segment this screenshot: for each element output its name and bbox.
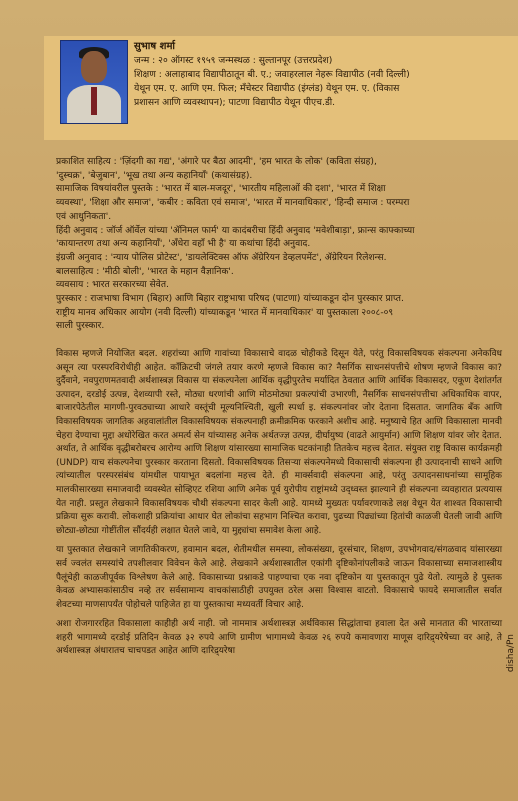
works-line: 'दुस्चक्र', 'बेजुबान', 'भूख तथा अन्य कहानियाँ' (कथासंग्रह). bbox=[56, 170, 253, 181]
works-line: सामाजिक विषयांवरील पुस्तके : 'भारत में बाल-मजदूर', 'भारतीय महिलाओं की दशा', 'भारत में शिक्षा bbox=[56, 184, 386, 195]
author-name: सुभाष शर्मा bbox=[134, 41, 176, 52]
blurb-paragraph: विकास म्हणजे नियोजित बदल. शहरांच्या आणि गावांच्या विकासाचे वादळ चोहीकडे दिसून येते, परंतु विकासविषयक संकल्पना अनेकविध असून त्या परस्परविरोधीही आहेत. काँक्रिटची जंगले तयार करणे म्हणजे विकास का? नैसर्गिक साधनसंपत्तीचे शोषण म्हणजे विकास का? दुर्दैवाने, नवपुराणमतवादी अर्थशास्त्रज्ञ विकास या संकल्पनेला आर्थिक वृद्धीपुरतेच मर्यादित ठेवतात आणि आर्थिक विकासदर, एकूण देशांतर्गत उत्पादन, दरडोई उत्पन्न, देशव्यापी रस्ते, मोठ्या धरणांची आणि मोठमोठ्या प्रकल्पांची उभारणी, नैसर्गिक साधनसंपत्तीचा अधिकाधिक वापर, बाजारपेठेतील मागणी-पुरवठ्याच्या आधारे वस्तूंची मूल्यनिश्चिती, खुली स्पर्धा इ. संकल्पनांवर जोर देताना दिसतात. जागतिक बँक आणि विकासविषयक जागतिक अहवालांतील विकासविषयक संकल्पनाही क्रमीक्रमिक फरकाने अशीच आहे. मनुष्याचे हित आणि विकासाला मानवी चेहरा देण्याचा मुद्दा अधोरेखित करत अमर्त्य सेन यांच्यासह अनेक अर्थतज्ज्ञ उत्पन्न, दीर्घायुष्य (वाढते आयुर्मान) आणि शिक्षण यांवर जोर देतात. अर्थात, ते आर्थिक वृद्धीबरोबरच आरोग्य आणि शिक्षण यांसारख्या सामाजिक घटकांनाही तितकेच महत्त्व देतात. संयुक्त राष्ट्र विकास कार्यक्रमही (UNDP) याच संकल्पनेचा पुरस्कार करताना दिसतो. विकासविषयक तिसऱ्या संकल्पनेमध्ये विकासाची संकल्पना ही उत्पादनाची साधने आणि त्यांच्यातील परस्परसंबंध यांमधील पायाभूत बदलांना महत्त्व देते. ही मार्क्सवादी संकल्पना आहे, परंतु उत्पादनसाधनांच्या सामूहिक मालकीसारख्या समाजवादी व्यवस्थेत सोव्हिएट रशिया आणि अनेक पूर्व युरोपीय राष्ट्रांमध्ये उद्ध्वस्त झाल्याने ही संकल्पना व्यवहारात प्रत्ययास येत नाही. प्रस्तुत लेखकाने विकासविषयक चौथी संकल्पना सादर केली आहे. यामध्ये मुख्यतः पर्यावरणाकडे लक्ष वेधून येत शाश्वत विकासाची प्रक्रिया सुरू करावी. लोकशाही प्रक्रियांचा आधार घेत लोकांचा सहभाग निश्चित करावा, पुढच्या पिढ्यांच्या हितांची काळजी घेतली जावी आणि छोट्या-छोट्या गोष्टींतील सौंदर्यही लक्षात घेतले जावे, या मुद्द्यांचा समावेश केला आहे. bbox=[56, 349, 502, 536]
works-line: साली पुरस्कार. bbox=[56, 321, 105, 332]
bio-line: येथून एम. ए. आणि एम. फिल; मँचेस्टर विद्यापीठ (इंग्लंड) येथून एम. ए. (विकास bbox=[134, 83, 400, 94]
bio-line: प्रशासन आणि व्यवस्थापन); पाटणा विद्यापीठ येथून पीएच.डी. bbox=[134, 97, 336, 108]
bio-line: शिक्षण : अलाहाबाद विद्यापीठातून बी. ए.; जवाहरलाल नेहरू विद्यापीठ (नवी दिल्ली) bbox=[134, 69, 410, 80]
works-line: पुरस्कार : राजभाषा विभाग (बिहार) आणि बिहार राष्ट्रभाषा परिषद (पाटणा) यांच्याकडून दोन पुरस्कार प्राप्त. bbox=[56, 294, 404, 305]
author-works bbox=[56, 156, 508, 334]
author-photo bbox=[60, 40, 128, 124]
works-line: 'कायान्तरण तथा अन्य कहानियाँ', 'अँधेरा वहाँ भी है' या कथांचा हिंदी अनुवाद. bbox=[56, 239, 311, 250]
blurb-paragraph: अशा रोजगाररहित विकासाला काहीही अर्थ नाही. जो नाममात्र अर्थशास्त्रज्ञ अर्थविकास सिद्धांताचा हवाला देत असे मानतात की भारताच्या शहरी भागामध्ये दरडोई प्रतिदिन केवळ ३२ रुपये आणि ग्रामीण भागामध्ये केवळ २६ रुपये कमावणारा माणूस दारिद्र्यरेषेच्या वर आहे, ते अर्थशास्त्रज्ञ अंधारातच चाचपडत आहेत आणि दारिद्र्यरेषा bbox=[56, 619, 502, 657]
works-line: हिंदी अनुवाद : जॉर्ज ऑर्वेल यांच्या 'ॲनिमल फार्म' या कादंबरीचा हिंदी अनुवाद 'मवेशीबाड़ा', फ्रान्स काफ्काच्या bbox=[56, 225, 415, 236]
book-blurb bbox=[56, 348, 502, 665]
works-line: एवं आधुनिकता'. bbox=[56, 211, 112, 222]
works-line: व्यवसाय : भारत सरकारच्या सेवेत. bbox=[56, 280, 169, 291]
blurb-paragraph: या पुस्तकात लेखकाने जागतिकीकरण, हवामान बदल, शेतीमधील समस्या, लोकसंख्या, दूरसंचार, शिक्षण, उपभोगवाद/संगळवाद यांसारख्या सर्व ज्वलंत समस्यांचे तपशीलवार विवेचन केले आहे. लेखकाने अर्थशास्त्रातील एकांगी दृष्टिकोनांपलीकडे जाऊन विकासाच्या समाजशास्त्रीय पैलूंचेही काळजीपूर्वक विश्लेषण केले आहे. विकासाच्या प्रश्नाकडे पाहण्याचा एक नवा दृष्टिकोन या पुस्तकातून पुढे येतो. त्यामुळे हे पुस्तक केवळ अभ्यासकांसाठीच नव्हे तर सर्वसामान्य वाचकांसाठीही उपयुक्त ठरेल असा विश्वास वाटतो. विकासाचे फायदे समाजातील सर्वात शेवटच्या माणसापर्यंत पोहोचले पाहिजेत हा या पुस्तकाचा मध्यवर्ती विचार आहे. bbox=[56, 545, 502, 610]
works-line: इंग्रजी अनुवाद : 'न्याय पोलिस प्रोटेस्ट', 'डायलेक्टिक्स ऑफ ॲग्रेरियन डेव्हलपमेंट', ॲग्रेरियन रिलेशन्स. bbox=[56, 252, 387, 263]
bio-line: जन्म : २० ऑगस्ट १९५९ जन्मस्थळ : सुल्तानपूर (उत्तरप्रदेश) bbox=[134, 55, 333, 66]
author-bio bbox=[134, 40, 512, 110]
works-line: राष्ट्रीय मानव अधिकार आयोग (नवी दिल्ली) यांच्याकडून 'भारत में मानवाधिकार' या पुस्तकाला २००८-०९ bbox=[56, 307, 394, 318]
works-line: व्यवस्था', 'शिक्षा और समाज', 'कबीर : कविता एवं समाज', 'भारत में मानवाधिकार', 'हिन्दी समाज : परम्परा bbox=[56, 198, 410, 209]
designer-credit: disha/Pn bbox=[506, 634, 516, 673]
works-line: बालसाहित्य : 'मीठी बोली', 'भारत के महान वैज्ञानिक'. bbox=[56, 266, 234, 277]
works-line: प्रकाशित साहित्य : 'ज़िंदगी का गद्य', 'अंगारे पर बैठा आदमी', 'हम भारत के लोक' (कविता संग्रह), bbox=[56, 157, 377, 167]
